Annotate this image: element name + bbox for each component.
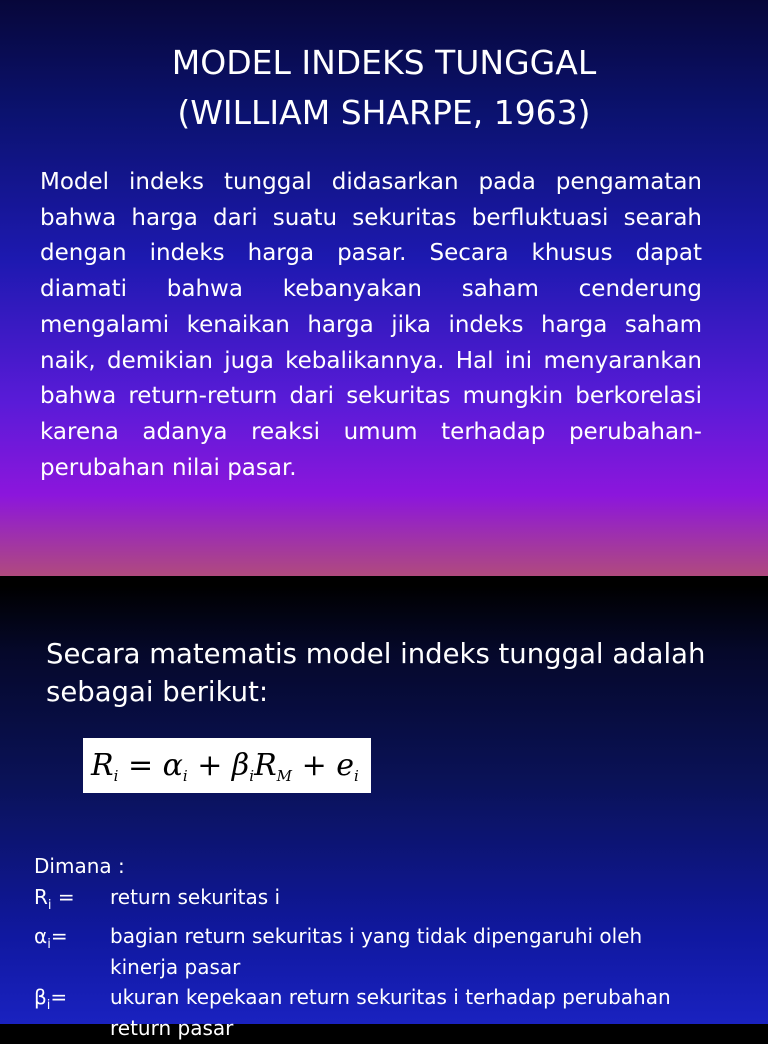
slide-title — [0, 38, 768, 138]
formula-beta: β — [231, 748, 250, 783]
definitions — [34, 851, 710, 1044]
dimana-label: Dimana : — [34, 854, 125, 878]
definition-row-alpha — [34, 921, 710, 982]
definition-text: bagian return sekuritas i yang tidak dipengaruhi oleh kinerja pasar — [110, 924, 643, 979]
definition-row-ri — [34, 882, 710, 922]
title-line-2: (WILLIAM SHARPE, 1963) — [177, 93, 591, 132]
definition-symbol: $\beta_i=$ — [34, 985, 68, 1014]
formula-rm-sub: M — [276, 767, 293, 785]
formula-r: R — [91, 748, 114, 783]
definition-row-beta — [34, 982, 710, 1043]
definition-text: ukuran kepekaan return sekuritas i terhadap perubahan return pasar — [110, 985, 671, 1040]
body-paragraph: Model indeks tunggal didasarkan pada pengamatan bahwa harga dari suatu sekuritas berfluktuasi searah dengan indeks harga pasar. Secara khusus dapat diamati bahwa kebanyakan saham cenderung mengalami kenaikan harga jika indeks harga saham naik, demikian juga kebalikannya. Hal ini menyarankan bahwa return-return dari sekuritas mungkin berkorelasi karena adanya reaksi umum terhadap perubahan-perubahan nilai pasar. — [40, 169, 702, 481]
formula-rm: R — [254, 748, 277, 783]
formula-eq: = — [118, 748, 163, 783]
formula-e-sub: i — [354, 767, 359, 785]
formula-e: e — [336, 748, 355, 783]
slide-2 — [0, 586, 768, 1040]
definition-symbol: $\alpha_i=$ — [34, 924, 68, 953]
formula-plus-1: + — [187, 748, 232, 783]
formula-alpha-sub: i — [182, 767, 188, 785]
formula-beta-sub: i — [249, 767, 255, 785]
formula-r-sub: i — [113, 767, 119, 785]
definition-symbol: $R_i$ = — [34, 884, 75, 913]
formula-alpha: α — [162, 748, 183, 783]
definition-text: return sekuritas i — [110, 884, 281, 909]
intro-text: Secara matematis model indeks tunggal adalah sebagai berikut: — [46, 638, 706, 708]
title-line-1: MODEL INDEKS TUNGGAL — [171, 43, 597, 82]
formula-plus-2: + — [292, 748, 337, 783]
formula-box — [83, 738, 371, 793]
slide-divider — [0, 576, 768, 586]
